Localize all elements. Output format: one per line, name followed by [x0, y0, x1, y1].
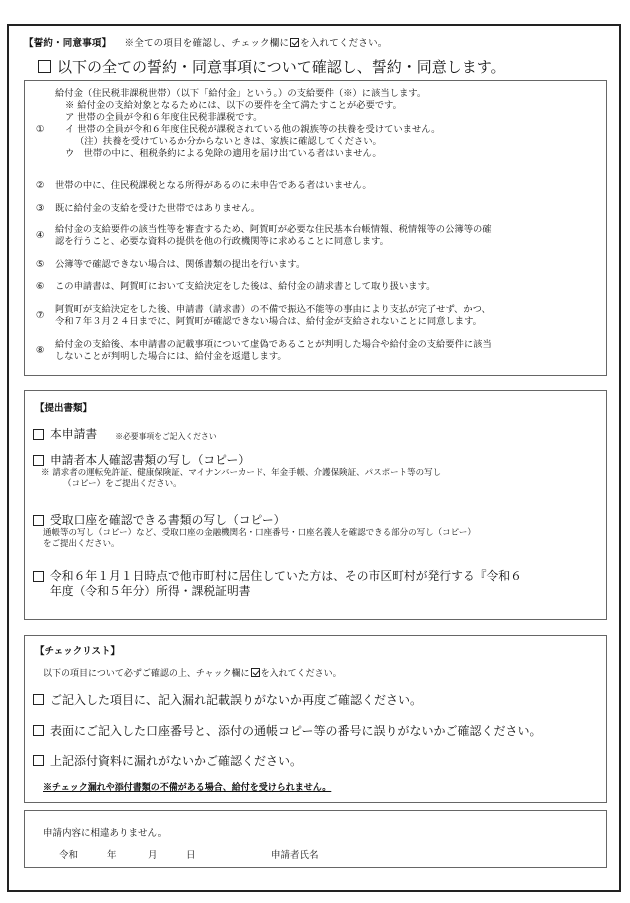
documents-title: 【提出書類】: [35, 403, 93, 414]
pledge-line: 公簿等で確認できない場合は、関係書類の提出を行います。: [55, 259, 306, 270]
pledge-line: 認を行うこと、必要な資料の提供を他の行政機関等に求めることに同意します。: [55, 236, 389, 247]
document-note-small: ※必要事項をご記入ください: [115, 432, 217, 441]
pledge-number: ②: [35, 180, 45, 191]
document-label: 申請者本人確認書類の写し（コピー）: [50, 453, 251, 467]
checklist-item: [33, 752, 302, 769]
document-checkbox[interactable]: [33, 455, 44, 466]
checklist-item: [33, 691, 422, 708]
document-item-bank: [33, 513, 598, 550]
checklist-checkbox[interactable]: [33, 694, 44, 705]
document-item-income: [33, 569, 598, 599]
checklist-box: [24, 635, 607, 803]
document-note: 通帳等の写し（コピー）など、受取口座の金融機関名・口座番号・口座名義人を確認できる部分の写し（コピー）: [43, 528, 476, 538]
pledge-number: ⑤: [35, 259, 45, 270]
document-note: （コピー）をご提出ください。: [63, 479, 182, 489]
pledge-number: ③: [35, 203, 45, 214]
pledge-line: （注）扶養を受けているか分からないときは、家族に確認してください。: [75, 136, 382, 147]
pledge-line: 給付金の支給後、本申請書の記載事項について虚偽であることが判明した場合や給付金の支給要件に該当: [55, 339, 492, 350]
document-note: をご提出ください。: [43, 539, 120, 549]
pledge-line: 世帯の中に、住民税課税となる所得があるのに未申告である者はいません。: [55, 180, 372, 191]
document-checkbox[interactable]: [33, 571, 44, 582]
checklist-checkbox[interactable]: [33, 725, 44, 736]
pledge-line: 既に給付金の支給を受けた世帯ではありません。: [55, 203, 261, 214]
checklist-title: 【チェックリスト】: [35, 646, 121, 657]
checkmark-box-icon: [251, 668, 260, 677]
pledge-line: しないことが判明した場合には、給付金を返還します。: [55, 351, 287, 362]
checklist-checkbox[interactable]: [33, 755, 44, 766]
documents-box: [24, 390, 607, 620]
pledge-number: ①: [35, 124, 45, 135]
document-note: ※ 請求者の運転免許証、健康保険証、マイナンバーカード、年金手帳、介護保険証、パスポート等の写し: [41, 468, 442, 478]
pledge-section-label: 【誓約・同意事項】: [24, 38, 112, 49]
applicant-name-label: 申請者氏名: [271, 850, 319, 861]
main-agreement-checkbox[interactable]: [38, 60, 51, 73]
checkmark-box-icon: [290, 38, 299, 47]
checklist-intro-before: 以下の項目について必ずご確認の上、チャック欄に: [43, 669, 250, 679]
pledge-line: 給付金（住民税非課税世帯）（以下「給付金」という。）の支給要件（※）に該当します。: [55, 88, 427, 99]
checklist-intro: [43, 666, 342, 679]
pledge-header: [24, 35, 387, 49]
document-checkbox[interactable]: [33, 429, 44, 440]
date-era-label: 令和: [59, 850, 79, 861]
checklist-item-label: ご記入した項目に、記入漏れ記載誤りがないか再度ご確認ください。: [50, 693, 423, 707]
date-month-label: 月: [148, 850, 158, 861]
pledge-line: 令和７年３月２４日までに、阿賀町が確認できない場合は、給付金が支給されないことに同意します。: [55, 316, 482, 327]
pledge-line: ウ 世帯の中に、租税条約による免除の適用を届け出ている者はいません。: [65, 148, 382, 159]
document-checkbox[interactable]: [33, 515, 44, 526]
checklist-warning: ※チェック漏れや添付書類の不備がある場合、給付を受けられません。: [43, 783, 332, 793]
pledge-line: この申請書は、阿賀町において支給決定をした後は、給付金の請求書として取り扱います。: [55, 281, 436, 292]
pledge-instruction-before: ※全ての項目を確認し、チェック欄に: [124, 38, 290, 49]
document-label-cont: 年度（令和５年分）所得・課税証明書: [50, 584, 251, 598]
checklist-item: [33, 722, 542, 739]
date-year-label: 年: [107, 850, 117, 861]
checklist-item-label: 表面にご記入した口座番号と、添付の通帳コピー等の番号に誤りがないかご確認ください。: [50, 724, 542, 738]
pledge-number: ⑧: [35, 345, 45, 356]
pledge-line: ※ 給付金の支給対象となるためには、以下の要件を全て満たすことが必要です。: [65, 100, 402, 111]
pledge-instruction-after: を入れてください。: [300, 38, 388, 49]
pledge-number: ⑦: [35, 310, 45, 321]
pledge-line: 給付金の支給要件の該当性等を審査するため、阿賀町が必要な住民基本台帳情報、税情報等の公簿等の確: [55, 224, 492, 235]
main-agreement-row: [38, 56, 506, 77]
document-label: 本申請書: [50, 427, 98, 441]
checklist-item-label: 上記添付資料に漏れがないかご確認ください。: [50, 754, 303, 768]
declaration-box: [24, 810, 607, 868]
pledge-line: 阿賀町が支給決定をした後、申請書（請求書）の不備で振込不能等の事由により支払が完了せず、かつ、: [55, 304, 491, 315]
pledge-line: イ 世帯の全員が令和６年度住民税が課税されている他の親族等の扶養を受けていません。: [65, 124, 441, 135]
pledge-number: ⑥: [35, 281, 45, 292]
pledge-line: ア 世帯の全員が令和６年度住民税非課税です。: [65, 112, 263, 123]
date-day-label: 日: [186, 850, 196, 861]
document-item-application: [33, 427, 598, 444]
pledge-number: ④: [35, 230, 45, 241]
declaration-text: 申請内容に相違ありません。: [43, 828, 168, 839]
document-item-id: [33, 453, 598, 490]
document-label: 受取口座を確認できる書類の写し（コピー）: [50, 513, 286, 527]
checklist-intro-after: を入れてください。: [260, 669, 342, 679]
main-agreement-label: 以下の全ての誓約・同意事項について確認し、誓約・同意します。: [57, 58, 506, 76]
document-label: 令和６年１月１日時点で他市町村に居住していた方は、その市区町村が発行する『令和６: [50, 569, 522, 583]
pledges-box: [24, 80, 607, 376]
